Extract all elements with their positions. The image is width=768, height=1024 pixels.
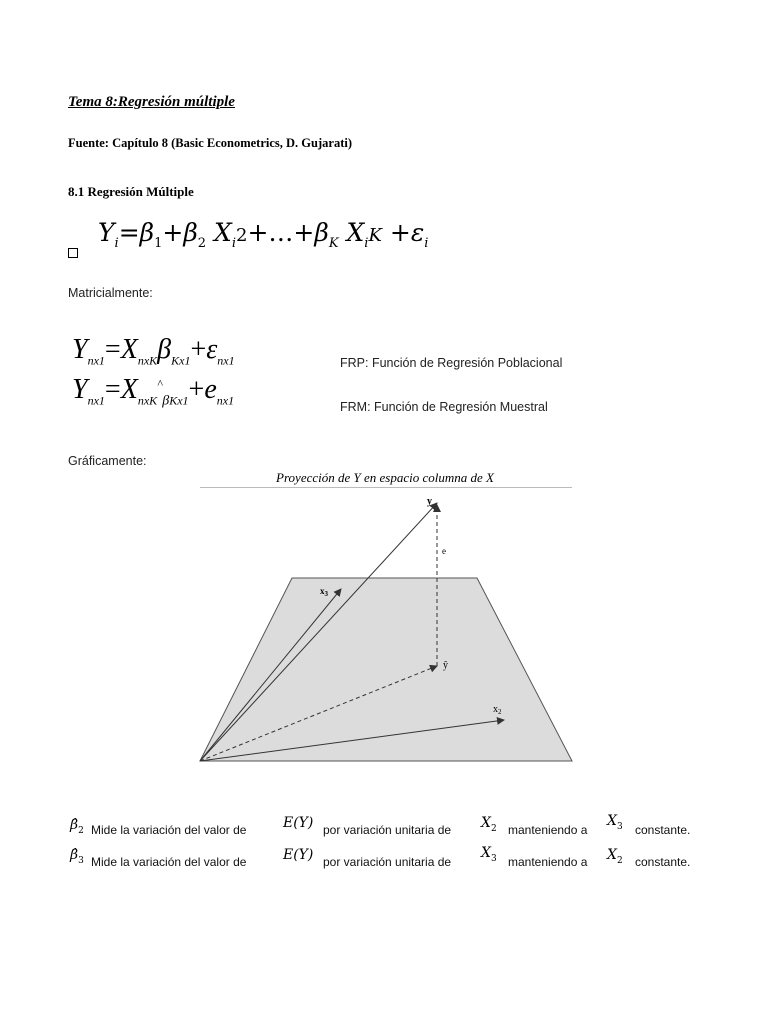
label-e: e	[442, 546, 446, 556]
row2-text4: constante.	[635, 855, 691, 869]
m1-plus: +	[190, 334, 207, 365]
beta-hat-3-sub: 3	[78, 856, 84, 867]
source-line: Fuente: Capítulo 8 (Basic Econometrics, D. Gujarati)	[68, 136, 352, 150]
eq-beta2: β	[183, 218, 198, 247]
frp-label: FRP: Función de Regresión Poblacional	[340, 356, 563, 370]
m1-nx1b: nx1	[217, 353, 235, 368]
eq-sub-K2: K	[368, 225, 382, 246]
m2-hat: ^	[157, 376, 163, 391]
beta3-row	[70, 846, 84, 866]
eq-sub-2: 2	[197, 236, 207, 251]
m1-Kx1: Kx1	[171, 353, 191, 368]
frm-label: FRM: Función de Regresión Muestral	[340, 400, 548, 414]
eq-equals: =	[118, 218, 140, 247]
m2-plus: +	[188, 374, 205, 405]
matrix-equation-1	[72, 334, 235, 369]
label-yhat: ŷ	[443, 660, 448, 671]
eq-dots: +…+	[247, 218, 315, 247]
matrix-equation-2	[72, 374, 234, 410]
row1-text4: constante.	[635, 823, 691, 837]
row2-text3: manteniendo a	[508, 855, 588, 869]
eq-sub-ei: i	[424, 236, 429, 251]
label-x2: $x_2$	[493, 704, 502, 716]
eq-sub-2b: 2	[236, 225, 248, 246]
m2-Kx1: Kx1	[169, 393, 189, 408]
eq-sub-K: K	[328, 236, 339, 251]
beta-hat-2: β̂	[70, 817, 79, 833]
eq-betaK: β	[314, 218, 329, 247]
eq-sub-1: 1	[154, 236, 163, 251]
row1-xb: $X_3$	[607, 813, 623, 833]
figure-rule	[200, 487, 572, 488]
eq-plus2: +	[389, 218, 411, 247]
m2-x: X	[120, 374, 138, 405]
label-x3: $x_3$	[320, 586, 328, 598]
m1-nxK: nxK	[137, 353, 158, 368]
m1-beta: β	[157, 334, 172, 365]
eq-sub-iK: i	[364, 236, 369, 251]
eq-sub-i: i	[114, 236, 119, 251]
eq-plus1: +	[162, 218, 184, 247]
m1-eps: ε	[206, 334, 218, 365]
column-space-plane	[200, 578, 572, 761]
projection-diagram	[195, 490, 580, 770]
row1-xa: $X_2$	[481, 815, 497, 835]
m2-nx1: nx1	[87, 393, 105, 408]
eq-sub-i2: i	[231, 236, 236, 251]
main-equation	[98, 218, 428, 251]
row2-text2: por variación unitaria de	[323, 855, 452, 869]
figure-title: Proyección de Y en espacio columna de X	[276, 470, 494, 485]
eq-epsilon: ε	[410, 218, 425, 247]
m2-beta: β	[162, 393, 170, 409]
eq-xK: X	[346, 218, 365, 247]
m2-nx1b: nx1	[216, 393, 235, 408]
row1-text3: manteniendo a	[508, 823, 588, 837]
m1-nx1: nx1	[87, 353, 105, 368]
m1-x: X	[120, 334, 138, 365]
matricial-label: Matricialmente:	[68, 286, 153, 300]
bullet-box	[68, 248, 78, 258]
m1-y: Y	[72, 334, 88, 365]
row2-expectation: E(Y)	[283, 847, 314, 863]
page-title: Tema 8:Regresión múltiple	[68, 94, 235, 110]
row1-text2: por variación unitaria de	[323, 823, 452, 837]
eq-y: Y	[98, 218, 115, 247]
m2-nxK: nxK	[137, 393, 158, 408]
row1-text1: Mide la variación del valor de	[91, 823, 247, 837]
section-heading: 8.1 Regresión Múltiple	[68, 184, 194, 199]
eq-beta1: β	[139, 218, 155, 247]
beta-hat-3: β̂	[70, 847, 79, 863]
row1-expectation: E(Y)	[283, 815, 314, 831]
beta2-row	[70, 816, 84, 836]
m2-y: Y	[72, 374, 88, 405]
m2-eq: =	[104, 374, 121, 405]
row2-xb: $X_2$	[607, 847, 623, 867]
m1-eq: =	[104, 334, 121, 365]
label-y: y	[427, 496, 432, 507]
graficamente-label: Gráficamente:	[68, 454, 147, 468]
row2-text1: Mide la variación del valor de	[91, 855, 247, 869]
beta-hat-2-sub: 2	[78, 826, 84, 837]
eq-x2: X	[214, 218, 232, 247]
m2-e: e	[204, 374, 217, 405]
row2-xa: $X_3$	[481, 845, 497, 865]
